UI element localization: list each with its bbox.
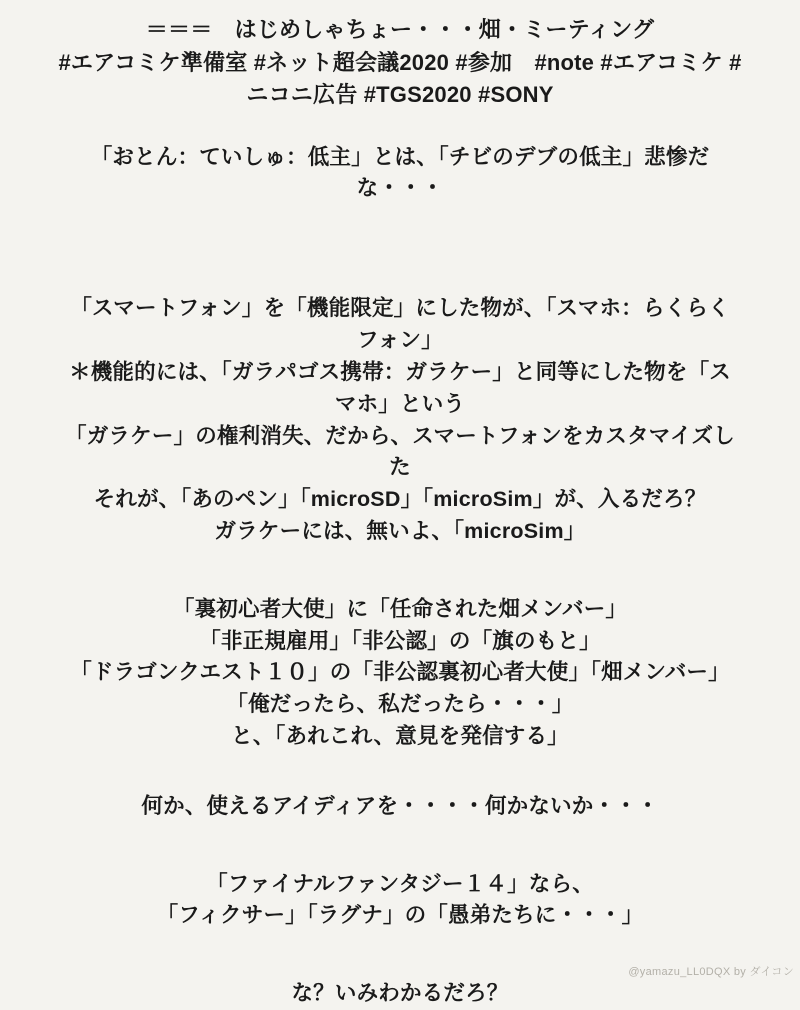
text-line: それが、「あのペン」「microSD」「microSim」が、入るだろ？ [93,487,707,512]
text-block-closing [18,978,782,1010]
text-line: 「俺だったら、私だったら・・・」 [226,692,574,717]
text-line: 何か、使えるアイディアを・・・・何かないか・・・ [141,793,659,818]
block-spacer [18,853,782,869]
text-line: 「裏初心者大使」に「任命された畑メンバー」 [172,596,628,621]
text-block-title [18,14,782,112]
text-block-oton [18,142,782,206]
text-line: 「ガラケー」の権利消失、だから、スマートフォンをカスタマイズし [65,423,735,448]
text-block-ambassador [18,594,782,753]
block-spacer [18,753,782,783]
text-line: な・・・ [356,176,444,201]
text-line: た [389,455,411,480]
text-line: 「おとん：ていしゅ：低主」とは、「チビのデブの低主」悲惨だ [90,144,710,169]
text-line: ＊機能的には、「ガラパゴス携帯：ガラケー」と同等にした物を「ス [69,359,731,384]
text-line: フォン」 [357,328,443,353]
text-line: 「ドラゴンクエスト１０」の「非公認裏初心者大使」「畑メンバー」 [70,660,730,685]
text-line: ガラケーには、無いよ、「microSim」 [214,518,586,543]
text-line: 「スマートフォン」を「機能限定」にした物が、「スマホ：らくらく [70,296,730,321]
text-block-ff14 [18,869,782,933]
block-spacer [18,548,782,578]
text-line: マホ」という [334,391,466,416]
text-line: と、「あれこれ、意見を発信する」 [231,724,569,749]
text-block-smartphone [18,293,782,548]
text-line: な？いみわかるだろ？ [291,981,509,1006]
text-line: ニコニ広告 #TGS2020 #SONY [246,82,554,108]
text-line: 「非正規雇用」「非公認」の「旗のもと」 [199,628,601,653]
block-spacer [18,823,782,853]
block-spacer [18,112,782,142]
block-spacer [18,263,782,293]
text-line: 「ファイナルファンタジー１４」なら、 [206,871,594,896]
text-block-idea [18,791,782,823]
block-spacer [18,783,782,791]
block-spacer [18,932,782,962]
block-spacer [18,205,782,263]
watermark-credit: @yamazu_LL0DQX by ダイコン [628,966,794,978]
block-spacer [18,578,782,594]
text-line: #エアコミケ準備室 #ネット超会議2020 #参加 #note #エアコミケ # [58,49,742,75]
text-line: 「フィクサー」「ラグナ」の「愚弟たちに・・・」 [156,903,644,928]
text-line: ＝＝＝ はじめしゃちょー・・・畑・ミーティング [145,17,655,42]
